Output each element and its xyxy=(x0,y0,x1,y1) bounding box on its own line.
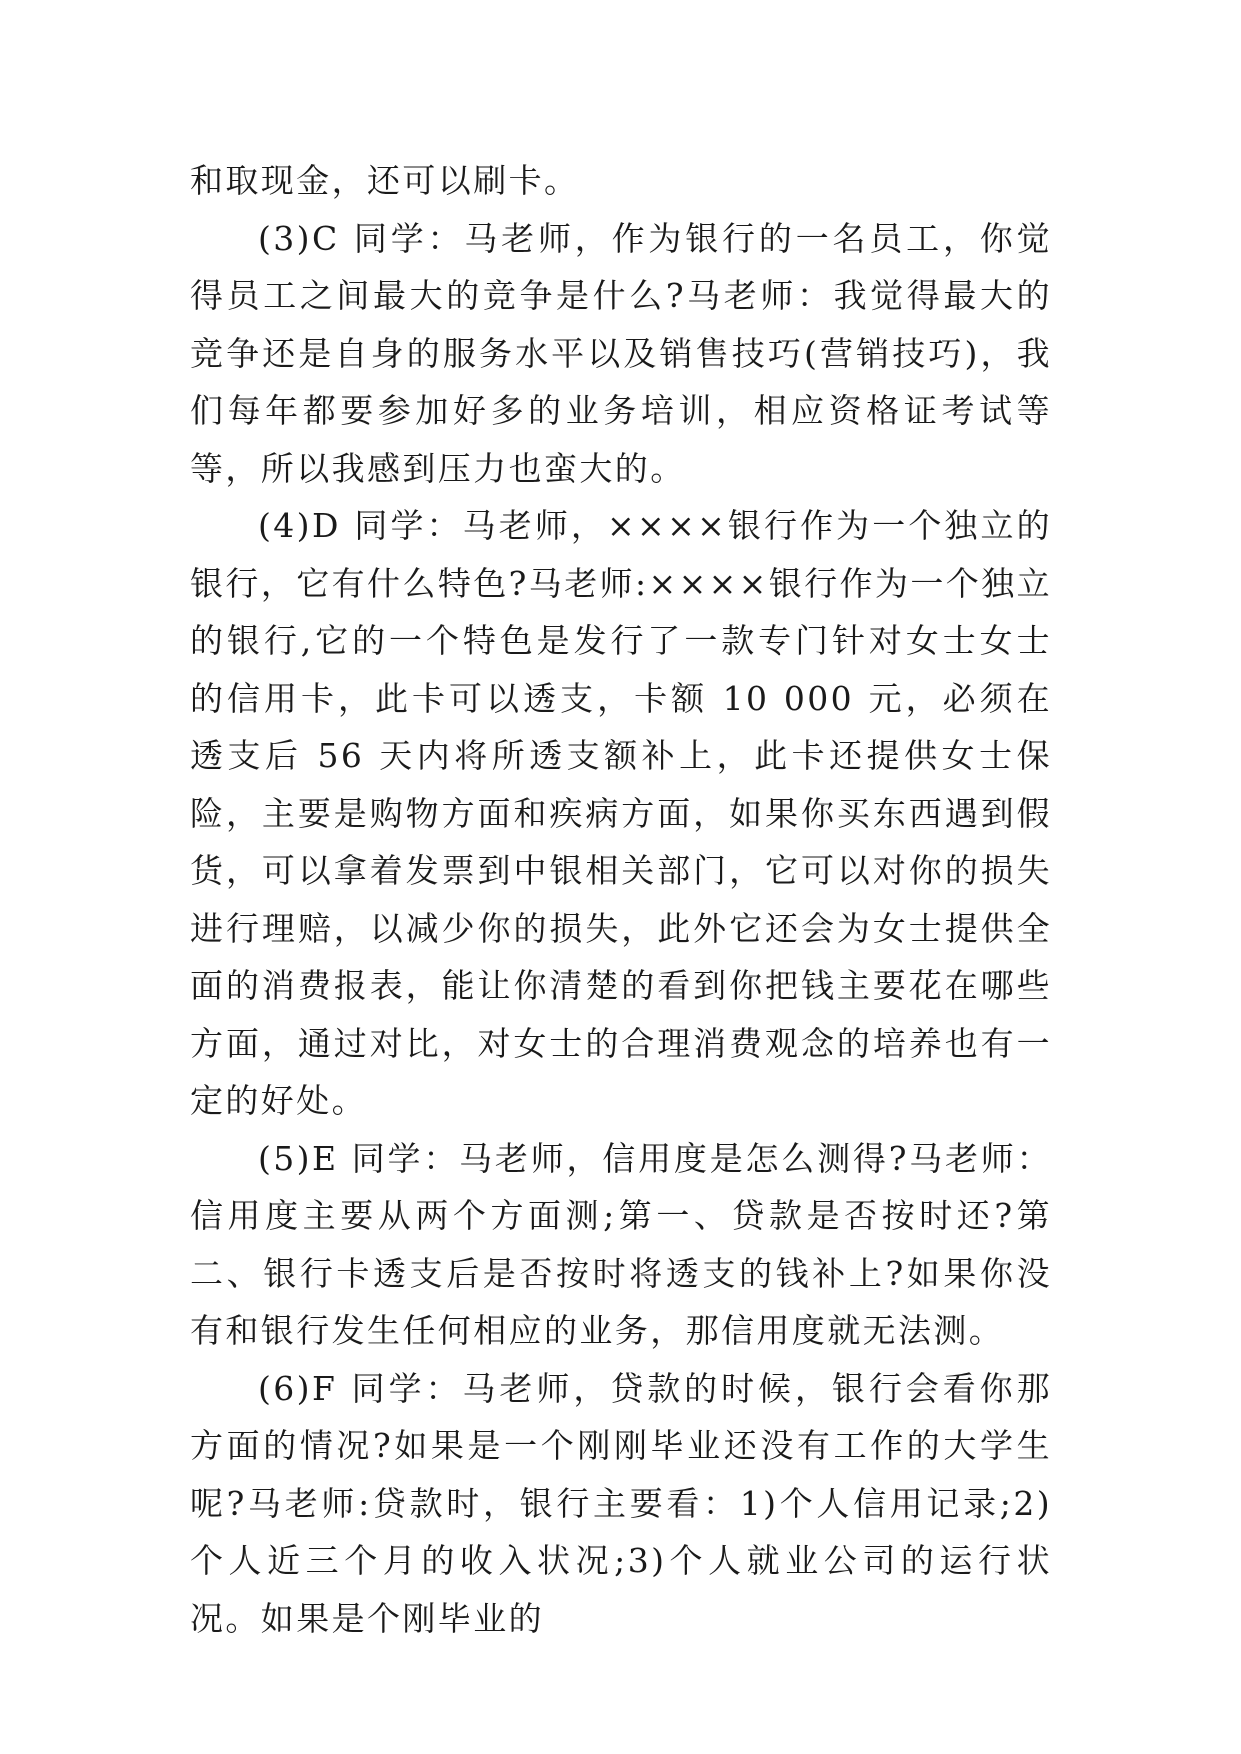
paragraph-continuation: 和取现金，还可以刷卡。 xyxy=(190,161,580,200)
paragraph-question-3: (3)C 同学：马老师，作为银行的一名员工，你觉得员工之间最大的竞争是什么?马老师：我觉得最大的竞争还是自身的服务水平以及销售技巧(营销技巧)，我们每年都要参加好多的业务培训，相应资格证考试等等，所以我感到压力也蛮大的。 xyxy=(190,218,1052,488)
paragraph-question-4: (4)D 同学：马老师，××××银行作为一个独立的银行，它有什么特色?马老师:××××银行作为一个独立的银行,它的一个特色是发行了一款专门针对女士女士的信用卡，此卡可以透支，卡额 10 000 元，必须在透支后 56 天内将所透支额补上，此卡还提供女士保险，主要是购物方面和疾病方面，如果你买东西遇到假货，可以拿着发票到中银相关部门，它可以对你的损失进行理赔，以减少你的损失，此外它还会为女士提供全面的消费报表，能让你清楚的看到你把钱主要花在哪些方面，通过对比，对女士的合理消费观念的培养也有一定的好处。 xyxy=(190,506,1052,1120)
paragraph-question-5: (5)E 同学：马老师，信用度是怎么测得?马老师：信用度主要从两个方面测;第一、贷款是否按时还?第二、银行卡透支后是否按时将透支的钱补上?如果你没有和银行发生任何相应的业务，那信用度就无法测。 xyxy=(190,1138,1052,1350)
body-text xyxy=(190,152,1052,1647)
paragraph-question-6: (6)F 同学：马老师，贷款的时候，银行会看你那方面的情况?如果是一个刚刚毕业还没有工作的大学生呢?马老师:贷款时，银行主要看：1)个人信用记录;2)个人近三个月的收入状况;3)个人就业公司的运行状况。如果是个刚毕业的 xyxy=(190,1368,1052,1638)
